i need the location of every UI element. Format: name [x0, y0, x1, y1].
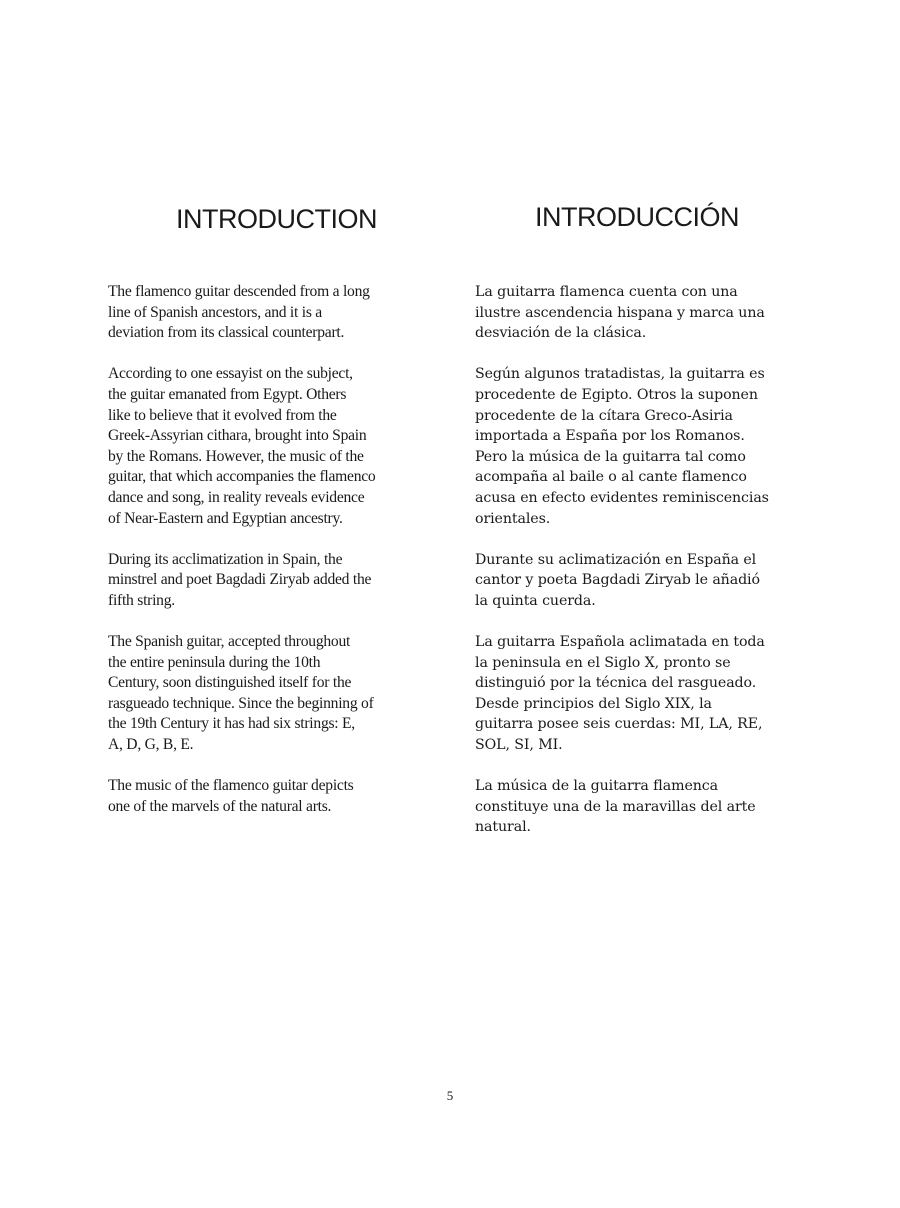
spanish-text-line: Pero la música de la guitarra tal como [475, 448, 746, 465]
spanish-text-line: acusa en efecto evidentes reminiscencias [475, 489, 769, 506]
english-text-line: of Near-Eastern and Egyptian ancestry. [108, 509, 343, 527]
english-text-line: The flamenco guitar descended from a long [108, 283, 370, 300]
english-text-line: During its acclimatization in Spain, the [108, 550, 343, 568]
english-text-line: minstrel and poet Bagdadi Ziryab added the [108, 571, 372, 589]
english-text-line: According to one essayist on the subject, [108, 365, 353, 383]
spanish-text-line: SOL, SI, MI. [475, 737, 563, 754]
spanish-paragraph [475, 282, 815, 344]
english-text-line: Century, soon distinguished itself for the [108, 674, 352, 692]
english-paragraph [108, 364, 453, 529]
english-paragraph [108, 776, 453, 817]
spanish-text-line: distinguió por la técnica del rasgueado. [475, 675, 757, 692]
english-column [108, 282, 453, 838]
spanish-text-line: natural. [475, 819, 531, 836]
page-number: 5 [446, 1088, 454, 1103]
spanish-text-line: procedente de la cítara Greco-Asiria [475, 407, 733, 424]
spanish-text-line: ilustre ascendencia hispana y marca una [475, 304, 765, 321]
spanish-text-line: orientales. [475, 510, 551, 527]
english-text-line: line of Spanish ancestors, and it is a [108, 303, 322, 321]
english-text-line: the 19th Century it has had six strings: E, [108, 715, 355, 733]
english-text-line: deviation from its classical counterpart. [108, 324, 345, 342]
english-text-line: The music of the flamenco guitar depicts [108, 777, 354, 795]
spanish-text-line: Según algunos tratadistas, la guitarra es [475, 366, 765, 383]
english-text-line: fifth string. [108, 591, 175, 609]
spanish-text-line: cantor y poeta Bagdadi Ziryab le añadió [475, 572, 760, 589]
spanish-text-line: La música de la guitarra flamenca [475, 778, 718, 795]
spanish-text-line: la quinta cuerda. [475, 592, 596, 609]
spanish-paragraph [475, 550, 815, 612]
english-text-line: rasgueado technique. Since the beginning of [108, 694, 374, 712]
spanish-text-line: acompaña al baile o al cante flamenco [475, 469, 747, 486]
english-text-line: The Spanish guitar, accepted throughout [108, 633, 351, 651]
spanish-text-line: Durante su aclimatización en España el [475, 551, 757, 568]
spanish-title: INTRODUCCIÓN [535, 202, 739, 232]
english-paragraph [108, 282, 453, 344]
spanish-text-line: La guitarra flamenca cuenta con una [475, 284, 738, 300]
spanish-paragraph [475, 632, 815, 756]
english-text-line: the guitar emanated from Egypt. Others [108, 385, 347, 403]
spanish-paragraph [475, 364, 815, 529]
english-text-line: guitar, that which accompanies the flamenco [108, 468, 376, 486]
english-title: INTRODUCTION [176, 204, 377, 234]
spanish-text-line: constituye una de la maravillas del arte [475, 798, 756, 815]
english-paragraph [108, 632, 453, 756]
spanish-paragraph [475, 776, 815, 838]
english-text-line: A, D, G, B, E. [108, 736, 194, 754]
english-text-line: one of the marvels of the natural arts. [108, 797, 332, 815]
spanish-text-line: procedente de Egipto. Otros la suponen [475, 386, 758, 403]
english-text-line: dance and song, in reality reveals evidence [108, 488, 365, 506]
spanish-text-line: guitarra posee seis cuerdas: MI, LA, RE, [475, 716, 763, 733]
spanish-text-line: importada a España por los Romanos. [475, 428, 745, 445]
spanish-text-line: la peninsula en el Siglo X, pronto se [475, 654, 731, 671]
english-paragraph [108, 550, 453, 612]
english-text-line: Greek-Assyrian cithara, brought into Spain [108, 427, 367, 445]
spanish-column [475, 282, 815, 859]
english-text-line: by the Romans. However, the music of the [108, 447, 364, 465]
spanish-text-line: La guitarra Española aclimatada en toda [475, 634, 765, 651]
english-text-line: the entire peninsula during the 10th [108, 653, 321, 671]
spanish-text-line: Desde principios del Siglo XIX, la [475, 695, 712, 712]
english-text-line: like to believe that it evolved from the [108, 406, 337, 424]
spanish-text-line: desviación de la clásica. [475, 325, 647, 342]
